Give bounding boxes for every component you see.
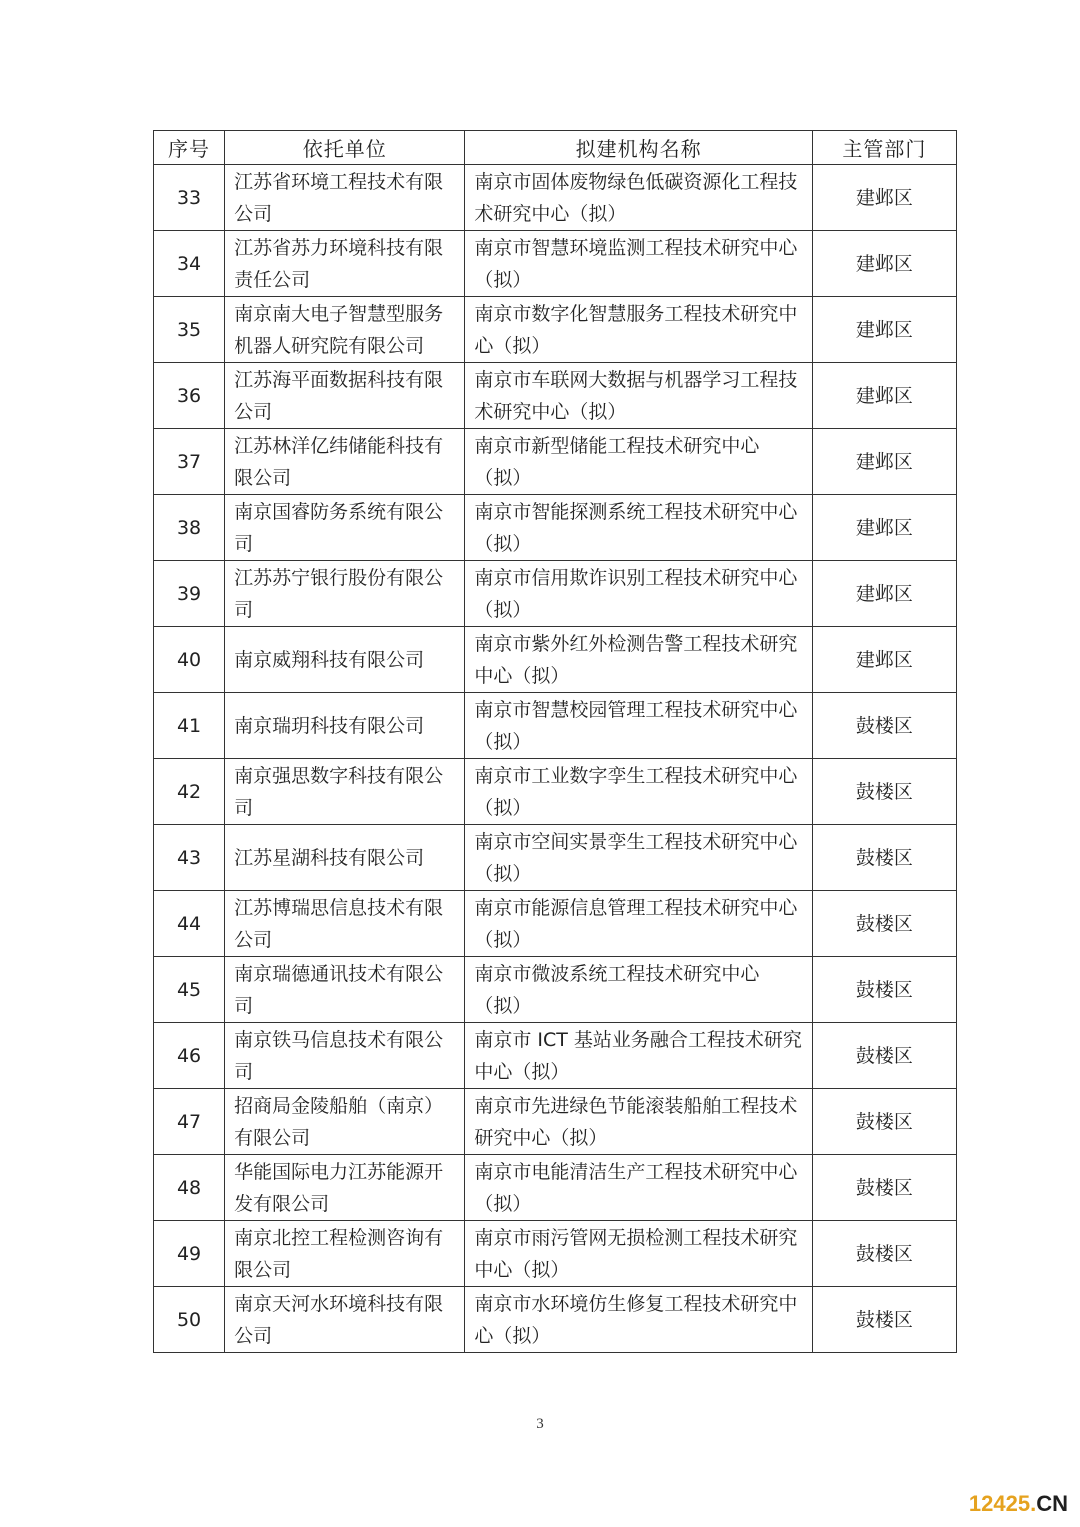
table-row <box>154 1155 957 1221</box>
cell-host-unit: 江苏省环境工程技术有限公司 <box>225 165 465 231</box>
cell-host-unit: 南京瑞玥科技有限公司 <box>225 693 465 759</box>
cell-proposed-institution: 南京市智慧环境监测工程技术研究中心（拟） <box>465 231 812 297</box>
cell-proposed-institution: 南京市数字化智慧服务工程技术研究中心（拟） <box>465 297 812 363</box>
cell-proposed-institution: 南京市智慧校园管理工程技术研究中心（拟） <box>465 693 812 759</box>
cell-serial-number: 41 <box>154 693 225 759</box>
cell-host-unit: 南京国睿防务系统有限公司 <box>225 495 465 561</box>
cell-serial-number: 45 <box>154 957 225 1023</box>
cell-serial-number: 49 <box>154 1221 225 1287</box>
cell-serial-number: 39 <box>154 561 225 627</box>
table-row <box>154 231 957 297</box>
cell-proposed-institution: 南京市智能探测系统工程技术研究中心（拟） <box>465 495 812 561</box>
header-supervising-department: 主管部门 <box>812 131 956 165</box>
cell-proposed-institution: 南京市能源信息管理工程技术研究中心（拟） <box>465 891 812 957</box>
cell-host-unit: 江苏星湖科技有限公司 <box>225 825 465 891</box>
watermark-dot: . <box>1030 1491 1037 1516</box>
cell-proposed-institution: 南京市紫外红外检测告警工程技术研究中心（拟） <box>465 627 812 693</box>
institution-table <box>153 130 957 1353</box>
cell-host-unit: 南京威翔科技有限公司 <box>225 627 465 693</box>
cell-supervising-department: 建邺区 <box>812 165 956 231</box>
watermark-number: 12425 <box>968 1491 1031 1516</box>
table-row <box>154 1287 957 1353</box>
cell-serial-number: 35 <box>154 297 225 363</box>
cell-supervising-department: 鼓楼区 <box>812 825 956 891</box>
table-row <box>154 165 957 231</box>
cell-serial-number: 44 <box>154 891 225 957</box>
page-number: 3 <box>536 1416 544 1432</box>
cell-supervising-department: 鼓楼区 <box>812 1287 956 1353</box>
cell-host-unit: 招商局金陵船舶（南京）有限公司 <box>225 1089 465 1155</box>
cell-proposed-institution: 南京市水环境仿生修复工程技术研究中心（拟） <box>465 1287 812 1353</box>
cell-serial-number: 36 <box>154 363 225 429</box>
cell-serial-number: 46 <box>154 1023 225 1089</box>
cell-proposed-institution: 南京市车联网大数据与机器学习工程技术研究中心（拟） <box>465 363 812 429</box>
cell-proposed-institution: 南京市工业数字孪生工程技术研究中心（拟） <box>465 759 812 825</box>
cell-serial-number: 38 <box>154 495 225 561</box>
table-row <box>154 297 957 363</box>
cell-serial-number: 34 <box>154 231 225 297</box>
cell-supervising-department: 鼓楼区 <box>812 1221 956 1287</box>
cell-supervising-department: 鼓楼区 <box>812 1023 956 1089</box>
cell-supervising-department: 鼓楼区 <box>812 891 956 957</box>
cell-supervising-department: 鼓楼区 <box>812 957 956 1023</box>
cell-host-unit: 华能国际电力江苏能源开发有限公司 <box>225 1155 465 1221</box>
table-row <box>154 825 957 891</box>
cell-supervising-department: 建邺区 <box>812 561 956 627</box>
table-header <box>154 131 957 165</box>
header-row <box>154 131 957 165</box>
watermark-suffix: CN <box>1036 1491 1068 1516</box>
cell-host-unit: 南京瑞德通讯技术有限公司 <box>225 957 465 1023</box>
cell-serial-number: 33 <box>154 165 225 231</box>
cell-host-unit: 江苏林洋亿纬储能科技有限公司 <box>225 429 465 495</box>
table-row <box>154 429 957 495</box>
cell-host-unit: 江苏省苏力环境科技有限责任公司 <box>225 231 465 297</box>
table-row <box>154 363 957 429</box>
cell-supervising-department: 建邺区 <box>812 363 956 429</box>
cell-supervising-department: 鼓楼区 <box>812 759 956 825</box>
table-row <box>154 1221 957 1287</box>
table-row <box>154 495 957 561</box>
cell-proposed-institution: 南京市信用欺诈识别工程技术研究中心（拟） <box>465 561 812 627</box>
cell-host-unit: 江苏博瑞思信息技术有限公司 <box>225 891 465 957</box>
cell-proposed-institution: 南京市新型储能工程技术研究中心（拟） <box>465 429 812 495</box>
cell-host-unit: 南京铁马信息技术有限公司 <box>225 1023 465 1089</box>
cell-serial-number: 40 <box>154 627 225 693</box>
cell-proposed-institution: 南京市先进绿色节能滚装船舶工程技术研究中心（拟） <box>465 1089 812 1155</box>
cell-host-unit: 南京南大电子智慧型服务机器人研究院有限公司 <box>225 297 465 363</box>
table-body <box>154 165 957 1353</box>
cell-serial-number: 47 <box>154 1089 225 1155</box>
cell-proposed-institution: 南京市空间实景孪生工程技术研究中心（拟） <box>465 825 812 891</box>
table-row <box>154 1023 957 1089</box>
cell-supervising-department: 建邺区 <box>812 297 956 363</box>
cell-serial-number: 37 <box>154 429 225 495</box>
cell-supervising-department: 建邺区 <box>812 429 956 495</box>
cell-proposed-institution: 南京市微波系统工程技术研究中心（拟） <box>465 957 812 1023</box>
table-row <box>154 1089 957 1155</box>
table-row <box>154 957 957 1023</box>
cell-supervising-department: 鼓楼区 <box>812 1089 956 1155</box>
cell-host-unit: 南京北控工程检测咨询有限公司 <box>225 1221 465 1287</box>
cell-supervising-department: 建邺区 <box>812 231 956 297</box>
cell-proposed-institution: 南京市电能清洁生产工程技术研究中心（拟） <box>465 1155 812 1221</box>
table-row <box>154 561 957 627</box>
cell-supervising-department: 鼓楼区 <box>812 693 956 759</box>
cell-serial-number: 50 <box>154 1287 225 1353</box>
header-host-unit: 依托单位 <box>225 131 465 165</box>
cell-host-unit: 江苏苏宁银行股份有限公司 <box>225 561 465 627</box>
cell-proposed-institution: 南京市 ICT 基站业务融合工程技术研究中心（拟） <box>465 1023 812 1089</box>
cell-supervising-department: 建邺区 <box>812 495 956 561</box>
cell-proposed-institution: 南京市固体废物绿色低碳资源化工程技术研究中心（拟） <box>465 165 812 231</box>
cell-serial-number: 42 <box>154 759 225 825</box>
cell-host-unit: 江苏海平面数据科技有限公司 <box>225 363 465 429</box>
header-serial-number: 序号 <box>154 131 225 165</box>
table-row <box>154 693 957 759</box>
cell-proposed-institution: 南京市雨污管网无损检测工程技术研究中心（拟） <box>465 1221 812 1287</box>
cell-supervising-department: 鼓楼区 <box>812 1155 956 1221</box>
site-watermark-logo <box>969 1491 1068 1517</box>
cell-supervising-department: 建邺区 <box>812 627 956 693</box>
cell-serial-number: 43 <box>154 825 225 891</box>
table-row <box>154 891 957 957</box>
cell-serial-number: 48 <box>154 1155 225 1221</box>
table-row <box>154 759 957 825</box>
cell-host-unit: 南京强思数字科技有限公司 <box>225 759 465 825</box>
cell-host-unit: 南京天河水环境科技有限公司 <box>225 1287 465 1353</box>
header-proposed-institution: 拟建机构名称 <box>465 131 812 165</box>
table-row <box>154 627 957 693</box>
